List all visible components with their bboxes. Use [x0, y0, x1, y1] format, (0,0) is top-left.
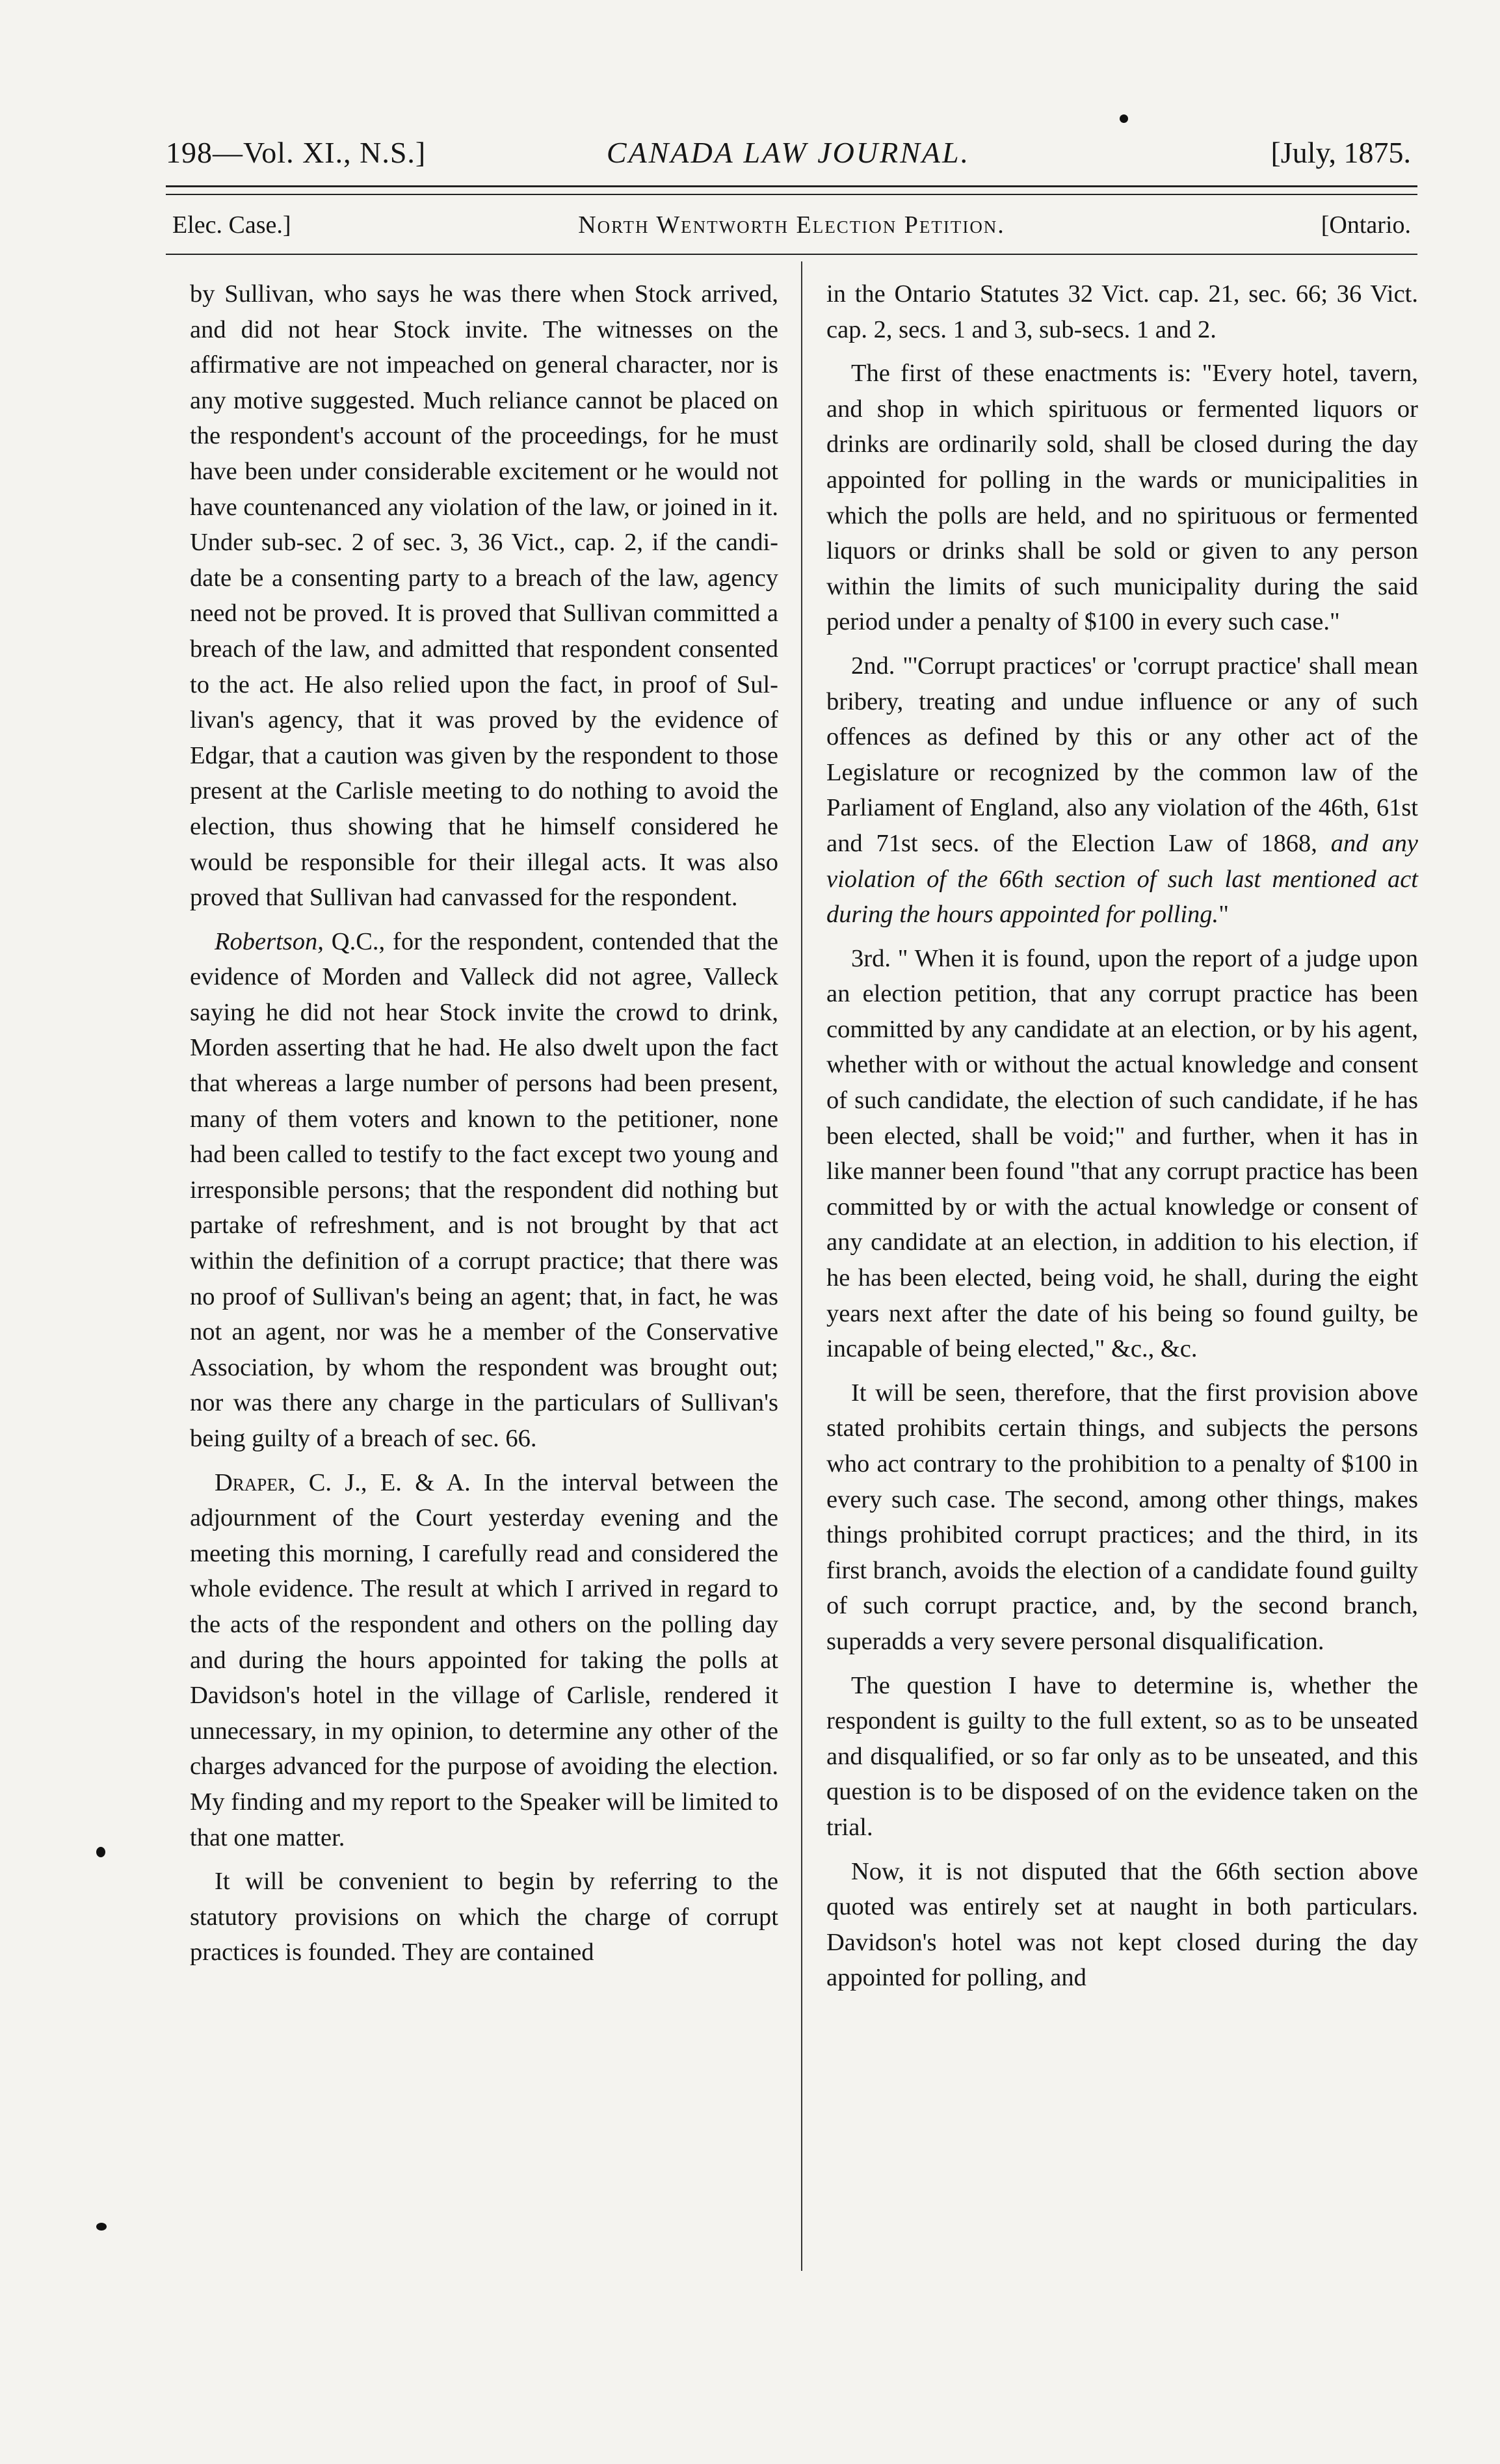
case-type: Elec. Case.]	[172, 211, 291, 239]
judge-name: Draper,	[215, 1468, 296, 1496]
paragraph	[190, 924, 778, 1457]
paragraph	[826, 648, 1418, 933]
case-province: [Ontario.	[1321, 211, 1411, 239]
paragraph-text: 2nd. "'Corrupt practices' or 'corrupt practice' shall mean bribery, treating and undue influence or any of such offences as defined by this or any other act of the Legislature or recognized by the common law of the Parliament of England, also any violation of the 46th, 61st and 71st secs. of the Election Law of 1868,	[826, 652, 1418, 857]
subhead-rule	[166, 254, 1417, 255]
paragraph: Now, it is not disputed that the 66th section above quoted was entirely set at naught in both particulars. Davidson's hotel was not kept closed during the day appointed for polling, and	[826, 1857, 1418, 1992]
page-volume: 198—Vol. XI., N.S.]	[166, 136, 427, 169]
paragraph: The first of these enactments is: "Every hotel, tavern, and shop in which spirituous or fermented liquors or drinks are ordinarily sold, shall be closed during the day appointed for polling in the wards or municipalities in which the polls are held, and no spirituous or fermented liquors or drinks shall be sold or given to any person within the limits of such municipality during the said period under a penalty of $100 in every such case."	[826, 360, 1418, 636]
counsel-name: Robertson,	[215, 927, 324, 955]
ink-speck	[96, 1847, 105, 1857]
paragraph	[190, 1465, 778, 1856]
italic-text: and any violation of the 66th section of such last mentioned act during the hours appointed for polling.	[826, 829, 1418, 929]
paragraph-text: Q.C., for the respondent, contended that the evidence of Morden and Valleck did not agree, Valleck saying he did not hear Stock invite the crowd to drink, Morden asserting that he had. He also dwelt upon the fact that whereas a large number of persons had been present, many of them voters and known to the petitioner, none had been called to testify to the fact except two young and irresponsible persons; that the respondent did nothing but partake of refreshment, and is not brought by that act within the definition of a corrupt practice; that there was no proof of Sullivan's being an agent; that, in fact, he was not an agent, nor was he a member of the Conservative Association, by whom the respondent was brought out; nor was there any charge in the particulars of Sullivan's being guilty of a breach of sec. 66.	[190, 927, 778, 1452]
header-double-rule	[166, 185, 1417, 195]
paragraph: by Sullivan, who says he was there when Stock arrived, and did not hear Stock invite. The witnesses on the affirmative are not impeached on general character, nor is any motive suggested. Much reliance cannot be placed on the respondent's account of the proceedings, for he must have been under considerable excitement or he would not have countenanced any violation of the law, or joined in it. Under sub-sec. 2 of sec. 3, 36 Vict., cap. 2, if the candidate be a consenting party to a breach of the law, agency need not be proved. It is proved that Sullivan committed a breach of the law, and admitted that respondent consented to the act. He also relied upon the fact, in proof of Sullivan's agency, that it was proved by the evidence of Edgar, that a caution was given by the respondent to those present at the Carlisle meeting to do nothing to avoid the election, thus showing that he himself considered he would be responsible for their illegal acts. It was also proved that Sullivan had canvassed for the respondent.	[190, 280, 778, 912]
left-column	[190, 276, 778, 1979]
ink-speck	[96, 2223, 107, 2231]
paragraph: 3rd. " When it is found, upon the report of a judge upon an election petition, that any corrupt practice has been committed by any candidate at an election, or by his agent, whether with or without the actual knowledge and consent of such candidate, the election of such candidate, if he has been elected, shall be void;" and further, when it has in like manner been found "that any corrupt practice has been committed by or with the actual knowledge or consent of any candidate at an election, in addition to his election, if he has been elected, being void, he shall, during the eight years next after the date of his being so found guilty, be incapable of being elected," &c., &c.	[826, 944, 1418, 1363]
case-subhead	[166, 205, 1417, 245]
column-divider	[801, 261, 802, 2271]
ink-speck	[1120, 114, 1128, 123]
paragraph-text: "	[1218, 901, 1229, 929]
running-head	[166, 130, 1411, 176]
paragraph: The question I have to determine is, whether the respondent is guilty to the full extent, so as to be unseated and disqualified, or so far only as to be unseated, and this question is to be disposed of on the evidence taken on the trial.	[826, 1671, 1418, 1841]
right-column	[826, 276, 1418, 2004]
paragraph: It will be seen, therefore, that the first provision above stated prohibits certain things, and subjects the persons who act contrary to the prohibition to a penalty of $100 in every such case. The second, among other things, makes things prohibited corrupt practices; and the third, in its first branch, avoids the election of a candidate found guilty of such corrupt practice, and, by the second branch, superadds a very severe personal disqualification.	[826, 1379, 1418, 1655]
paragraph-text: C. J., E. & A. In the interval between the adjournment of the Court yesterday evening and the meeting this morning, I carefully read and considered the whole evidence. The result at which I arrived in regard to the acts of the respondent and others on the polling day and during the hours appointed for taking the polls at Davidson's hotel in the village of Carlisle, rendered it unnecessary, in my opinion, to determine any other of the charges advanced for the purpose of avoiding the election. My finding and my report to the Speaker will be limited to that one matter.	[190, 1468, 778, 1851]
issue-date: [July, 1875.	[1270, 136, 1411, 169]
case-name: North Wentworth Election Petition.	[578, 211, 1005, 239]
paragraph: in the Ontario Statutes 32 Vict. cap. 21, sec. 66; 36 Vict. cap. 2, secs. 1 and 3, sub-secs. 1 and 2.	[826, 280, 1418, 343]
journal-title: CANADA LAW JOURNAL.	[606, 136, 971, 169]
paragraph: It will be convenient to begin by referring to the statutory provisions on which the charge of corrupt practices is founded. They are contained	[190, 1868, 778, 1967]
